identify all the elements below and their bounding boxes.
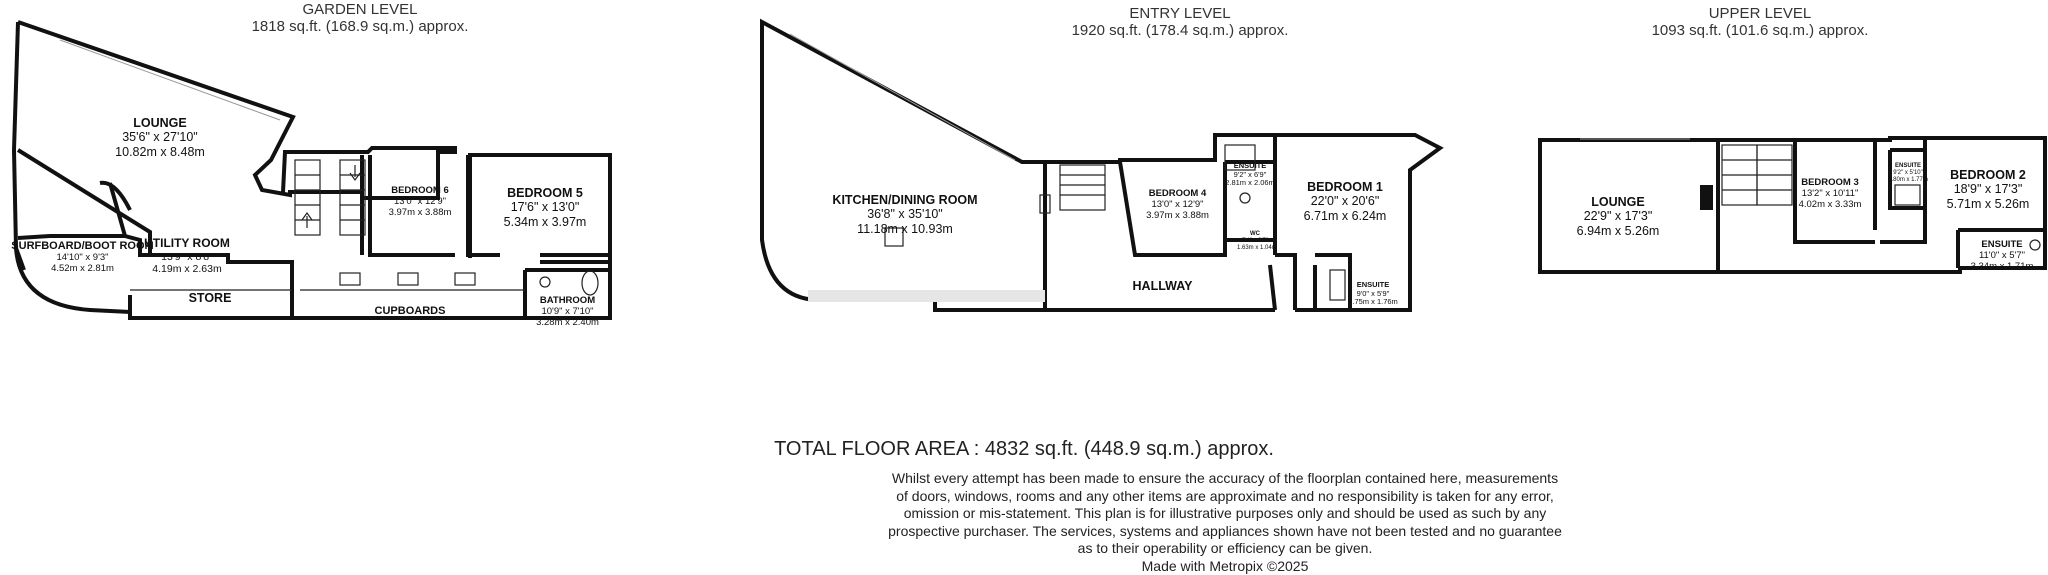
disclaimer-line: of doors, windows, rooms and any other items are approximate and no responsibility is taken for any error, <box>896 487 1554 504</box>
entry-bedroom4-name: BEDROOM 4 <box>1148 188 1207 199</box>
garden-fixture-2 <box>398 273 418 285</box>
entry-wc-icon <box>1240 193 1250 203</box>
garden-bedroom6-name: BEDROOM 6 <box>391 185 449 196</box>
entry-kitchen-label <box>830 193 980 236</box>
entry-wc-imperial: 5'4" x 3'5" <box>1241 237 1269 244</box>
entry-bedroom4-metric: 3.97m x 3.88m <box>1146 209 1209 221</box>
upper-ensuite-a-name: ENSUITE <box>1894 163 1921 169</box>
garden-level-title: GARDEN LEVEL <box>302 1 418 18</box>
entry-level-area: 1920 sq.ft. (178.4 sq.m.) approx. <box>1071 22 1289 39</box>
entry-counter <box>808 290 1045 302</box>
upper-lounge-metric: 6.94m x 5.26m <box>1576 223 1660 238</box>
garden-fixture-1 <box>340 273 360 285</box>
entry-bedroom1-imperial: 22'0" x 20'6" <box>1310 194 1380 209</box>
garden-surfboard-name: SURFBOARD/BOOT ROOM <box>11 240 154 252</box>
entry-ensuite-b-name: ENSUITE <box>1356 280 1390 289</box>
entry-bedroom1-name: BEDROOM 1 <box>1307 180 1383 194</box>
entry-stairs <box>1040 165 1105 213</box>
upper-bedroom3-label <box>1790 178 1870 211</box>
entry-wc-name: WC <box>1250 231 1260 237</box>
upper-ensuite-b-imperial: 11'0" x 5'7" <box>1978 249 2026 261</box>
garden-bathroom-name: BATHROOM <box>539 295 596 306</box>
garden-lounge-label <box>100 116 220 159</box>
total-floor-area: TOTAL FLOOR AREA : 4832 sq.ft. (448.9 sq.m.) approx. <box>774 438 1274 460</box>
upper-ensuite-a-label <box>1887 163 1929 184</box>
upper-lounge-imperial: 22'9" x 17'3" <box>1583 209 1653 224</box>
garden-cupboards-label <box>360 305 460 318</box>
entry-kitchen-wall <box>762 22 1045 310</box>
entry-ensuite-a-imperial: 9'2" x 6'9" <box>1233 169 1267 179</box>
upper-ensuite-a-imperial: 9'2" x 5'10" <box>1893 169 1923 176</box>
garden-bedroom6-imperial: 13'0" x 12'9" <box>393 195 447 207</box>
entry-kitchen-name: KITCHEN/DINING ROOM <box>832 193 978 207</box>
upper-lounge-name: LOUNGE <box>1591 195 1645 209</box>
garden-bedroom6-label <box>370 186 470 219</box>
upper-bedroom3-name: BEDROOM 3 <box>1801 177 1859 188</box>
entry-hallway-label <box>1130 279 1195 293</box>
garden-cupboards-name: CUPBOARDS <box>374 305 446 317</box>
garden-bathroom-imperial: 10'9" x 7'10" <box>541 305 594 317</box>
upper-bedroom2-label <box>1938 168 2038 211</box>
garden-bathroom-metric: 3.28m x 2.40m <box>536 316 599 328</box>
entry-ensuite-b-imperial: 9'0" x 5'9" <box>1356 288 1390 298</box>
garden-store-label <box>180 291 240 305</box>
garden-surfboard-label <box>10 240 155 274</box>
entry-level-title: ENTRY LEVEL <box>1129 5 1231 22</box>
upper-level-area: 1093 sq.ft. (101.6 sq.m.) approx. <box>1651 22 1869 39</box>
entry-ensuite-a-label <box>1225 162 1275 188</box>
upper-ensuite-b-label <box>1962 240 2042 273</box>
entry-kitchen-imperial: 36'8" x 35'10" <box>867 207 943 222</box>
metropix-credit: Made with Metropix ©2025 <box>1141 557 1309 574</box>
garden-surfboard-metric: 4.52m x 2.81m <box>51 262 114 274</box>
upper-level-title: UPPER LEVEL <box>1708 5 1812 22</box>
disclaimer-line: Whilst every attempt has been made to ensure the accuracy of the floorplan contained here, measurements <box>891 470 1559 486</box>
entry-ensuite-b-label <box>1338 281 1408 307</box>
entry-hallway-name: HALLWAY <box>1132 279 1193 293</box>
upper-lounge-label <box>1568 195 1668 238</box>
disclaimer-line: as to their operability or efficiency can be given. <box>1077 540 1373 556</box>
garden-bedroom5-name: BEDROOM 5 <box>507 186 583 200</box>
garden-bedroom6-metric: 3.97m x 3.88m <box>388 206 452 218</box>
entry-ensuite-b-metric: 2.75m x 1.76m <box>1348 297 1398 307</box>
entry-wc-label <box>1237 231 1277 252</box>
garden-bedroom5-imperial: 17'6" x 13'0" <box>510 200 580 215</box>
disclaimer-line: omission or mis-statement. This plan is for illustrative purposes only and should be used as such by any <box>903 505 1547 521</box>
garden-bedroom5-metric: 5.34m x 3.97m <box>503 214 587 229</box>
garden-lounge-imperial: 35'6" x 27'10" <box>122 130 198 145</box>
entry-bedroom4-label <box>1135 189 1220 222</box>
entry-bedroom1-label <box>1295 180 1395 223</box>
garden-utility-name: UTILITY ROOM <box>144 236 230 250</box>
entry-wc-metric: 1.63m x 1.04m <box>1237 244 1277 251</box>
garden-glazing <box>60 40 280 120</box>
garden-lounge-metric: 10.82m x 8.48m <box>115 144 205 159</box>
entry-glazing <box>790 34 1015 160</box>
entry-ensuite-a-name: ENSUITE <box>1233 161 1267 170</box>
garden-bath-icon <box>582 271 598 295</box>
garden-bedroom5-label <box>495 186 595 229</box>
upper-chimney <box>1700 185 1713 210</box>
upper-shower-icon <box>1895 185 1920 205</box>
garden-store-name: STORE <box>188 291 232 305</box>
disclaimer-line: prospective purchaser. The services, systems and appliances shown have not been tested and no guarantee <box>888 522 1562 539</box>
upper-bedroom2-metric: 5.71m x 5.26m <box>1946 196 2030 211</box>
upper-ensuite-a-metric: 2.80m x 1.77m <box>1888 176 1928 183</box>
upper-bedroom3-metric: 4.02m x 3.33m <box>1798 198 1862 210</box>
upper-bedroom2-imperial: 18'9" x 17'3" <box>1953 182 2023 197</box>
garden-level-area: 1818 sq.ft. (168.9 sq.m.) approx. <box>251 18 469 35</box>
entry-ensuite-a-metric: 2.81m x 2.06m <box>1225 178 1275 188</box>
garden-surfboard-imperial: 14'10" x 9'3" <box>56 251 109 263</box>
garden-utility-label <box>142 237 232 275</box>
upper-bedroom2-name: BEDROOM 2 <box>1950 168 2026 182</box>
garden-lounge-wall <box>14 22 24 270</box>
entry-level-plan <box>762 22 1440 310</box>
disclaimer <box>660 470 1790 575</box>
entry-bedroom4-imperial: 13'0" x 12'9" <box>1151 198 1204 210</box>
garden-lounge-name: LOUNGE <box>133 116 187 130</box>
upper-ensuite-b-name: ENSUITE <box>1981 239 2023 250</box>
garden-bathroom-label <box>530 296 605 329</box>
upper-stairs <box>1722 145 1792 205</box>
garden-fixture-3 <box>455 273 475 285</box>
upper-bedroom3-imperial: 13'2" x 10'11" <box>1801 187 1859 199</box>
garden-basin-icon <box>540 277 550 287</box>
garden-utility-imperial: 13'9" x 8'8" <box>161 250 213 263</box>
upper-ensuite-b-metric: 3.34m x 1.71m <box>1970 260 2034 272</box>
entry-kitchen-metric: 11.18m x 10.93m <box>857 221 953 236</box>
entry-bedroom1-metric: 6.71m x 6.24m <box>1303 208 1387 223</box>
garden-utility-metric: 4.19m x 2.63m <box>152 262 222 275</box>
garden-stairs <box>295 160 365 235</box>
